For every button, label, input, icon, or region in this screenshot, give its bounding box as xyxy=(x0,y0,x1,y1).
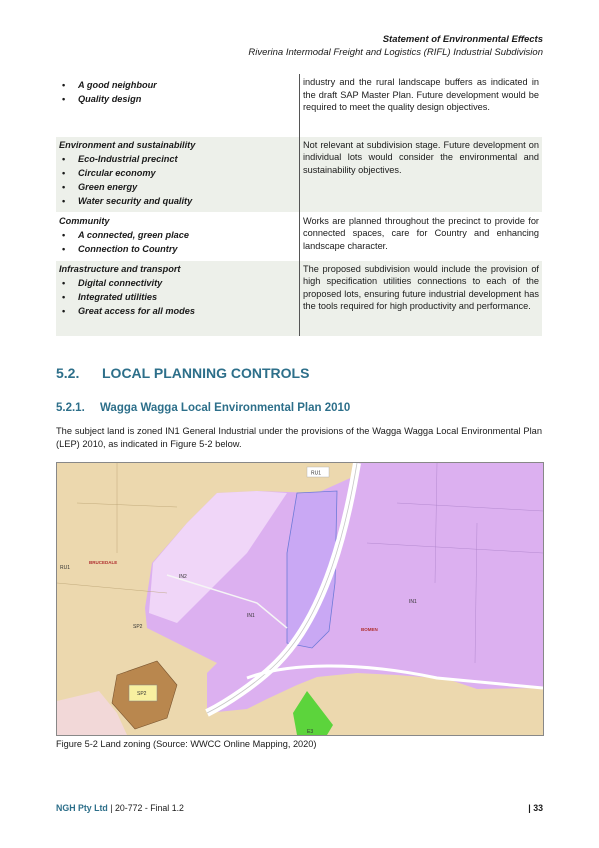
objective-cell xyxy=(56,136,300,212)
section-number: 5.2. xyxy=(56,365,80,381)
response-cell: The proposed subdivision would include the provision of high specification utilities connections to each of the proposed lots, ensuring future industrial development has the tools required for high productivity and performance. xyxy=(300,260,543,336)
list-item: • Great access for all modes xyxy=(59,304,296,318)
map-canvas xyxy=(57,463,543,735)
body-paragraph: The subject land is zoned IN1 General Industrial under the provisions of the Wagga Wagga Local Environmental Plan (LEP) 2010, as indicated in Figure 5-2 below. xyxy=(56,426,542,449)
list-item: • Integrated utilities xyxy=(59,290,296,304)
list-item: • A good neighbour xyxy=(59,78,296,92)
list-item: • Circular economy xyxy=(59,166,296,180)
figure-caption: Figure 5-2 Land zoning (Source: WWCC Online Mapping, 2020) xyxy=(56,739,317,749)
list-item: • Digital connectivity xyxy=(59,276,296,290)
map-label-in1: IN1 xyxy=(247,613,255,619)
map-label-ru1: RU1 xyxy=(60,565,71,571)
objective-cell xyxy=(56,212,300,260)
response-cell: industry and the rural landscape buffers as indicated in the draft SAP Master Plan. Future development would be required to meet the quality design objectives. xyxy=(300,74,543,136)
table-row xyxy=(56,74,542,136)
list-item: • Green energy xyxy=(59,180,296,194)
subsection-number: 5.2.1. xyxy=(56,402,85,414)
category-heading: Community xyxy=(59,215,110,226)
list-item: • A connected, green place xyxy=(59,228,296,242)
page-number: | 33 xyxy=(528,803,543,813)
objectives-table xyxy=(56,74,542,336)
page-header xyxy=(248,34,543,59)
table-row xyxy=(56,136,542,212)
list-item: • Quality design xyxy=(59,92,296,106)
map-label-ru1: RU1 xyxy=(311,470,322,477)
map-label-e3: E3 xyxy=(307,729,314,735)
list-item: • Water security and quality xyxy=(59,194,296,208)
map-label-sp2: SP2 xyxy=(133,624,143,630)
objective-cell xyxy=(56,74,300,136)
section-heading xyxy=(56,365,309,381)
map-label-brucedale: BRUCEDALE xyxy=(89,560,118,565)
response-cell: Works are planned throughout the precinct to provide for connected spaces, care for Country and enhancing landscape character. xyxy=(300,212,543,260)
document-subtitle: Riverina Intermodal Freight and Logistics (RIFL) Industrial Subdivision xyxy=(248,46,543,58)
response-cell: Not relevant at subdivision stage. Future development on individual lots would consider the environmental and sustainability objectives. xyxy=(300,136,543,212)
map-label-sp2: SP2 xyxy=(137,691,147,697)
category-heading: Infrastructure and transport xyxy=(59,263,181,274)
subsection-heading xyxy=(56,402,350,414)
list-item: • Connection to Country xyxy=(59,242,296,256)
table-row xyxy=(56,260,542,336)
footer-left xyxy=(56,803,184,813)
land-zoning-map xyxy=(56,462,544,736)
map-label-in1: IN1 xyxy=(409,599,417,605)
map-label-bomen: BOMEN xyxy=(361,627,378,632)
section-title: LOCAL PLANNING CONTROLS xyxy=(102,365,310,381)
list-item: • Eco-Industrial precinct xyxy=(59,152,296,166)
map-label-in2: IN2 xyxy=(179,574,187,580)
footer-document-ref: | 20-772 - Final 1.2 xyxy=(107,803,184,813)
table-row xyxy=(56,212,542,260)
objective-cell xyxy=(56,260,300,336)
footer-company: NGH Pty Ltd xyxy=(56,803,108,813)
category-heading: Environment and sustainability xyxy=(59,139,196,150)
subsection-title: Wagga Wagga Local Environmental Plan 2010 xyxy=(100,402,351,414)
document-title: Statement of Environmental Effects xyxy=(382,34,543,45)
